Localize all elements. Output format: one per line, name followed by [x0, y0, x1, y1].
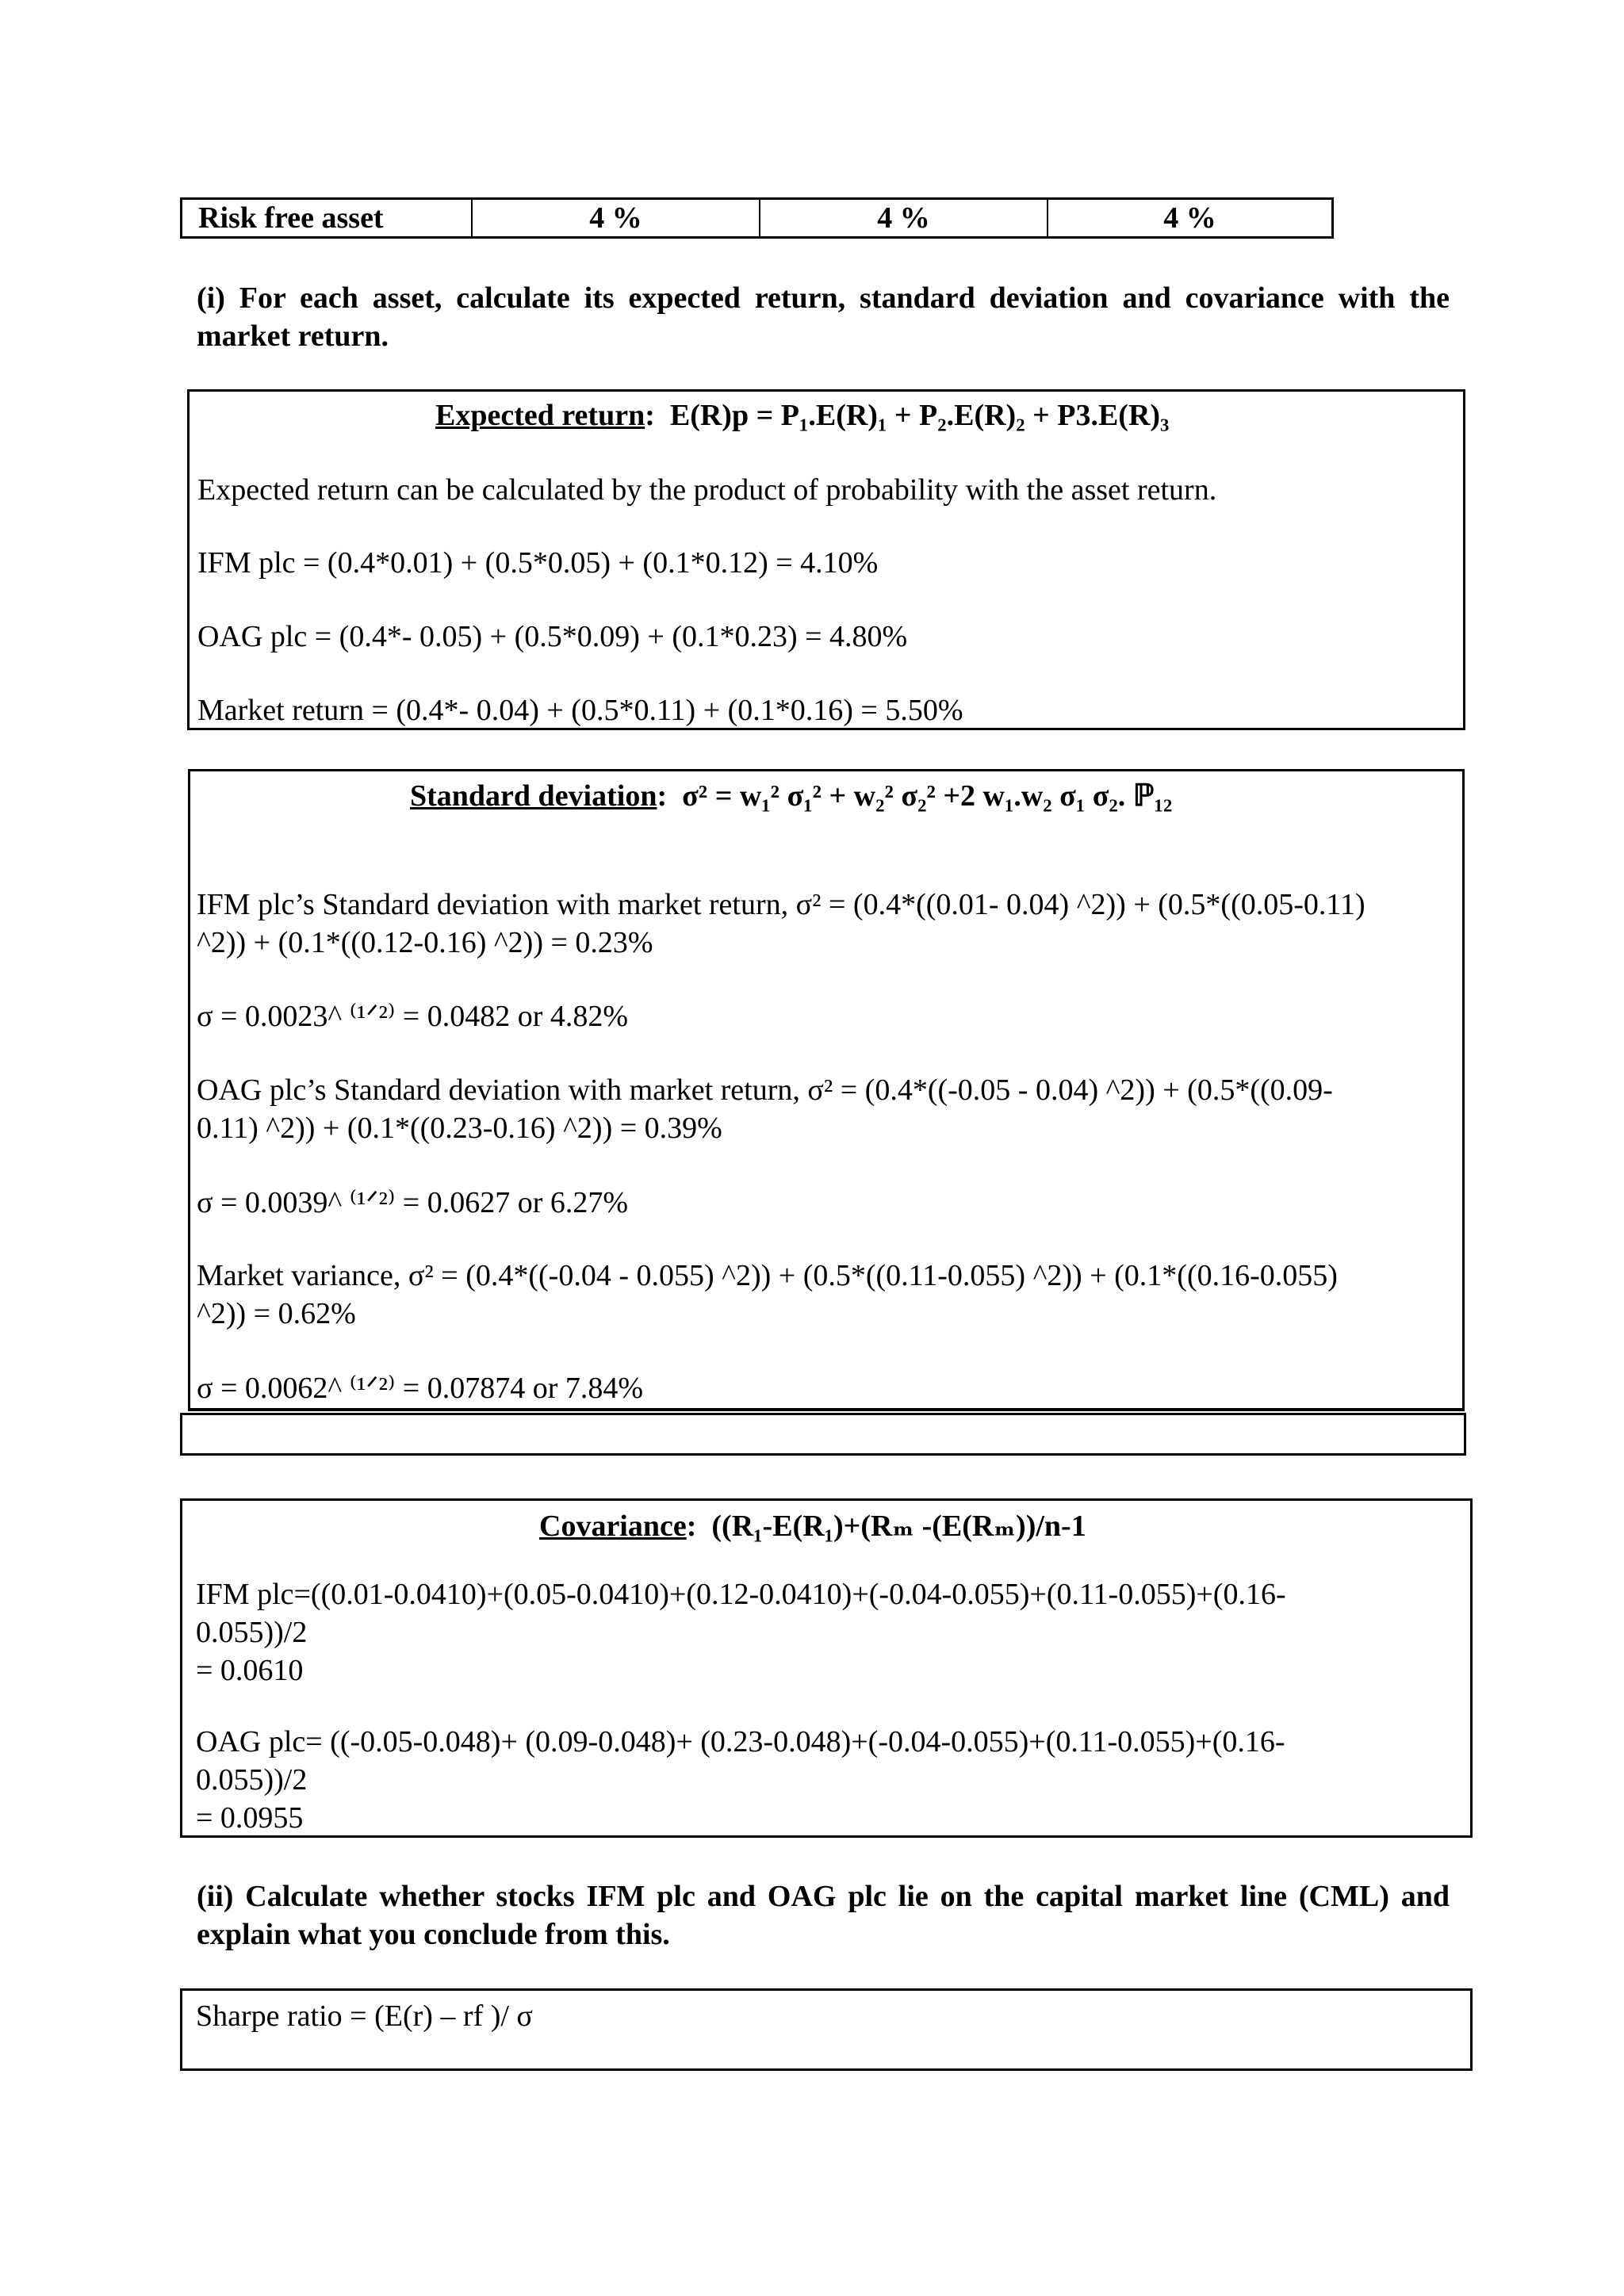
- table-cell: 4 %: [473, 200, 760, 236]
- heading-label: Covariance: [539, 1510, 687, 1543]
- market-variance-line-2: ^2)) = 0.62%: [197, 1297, 356, 1330]
- standard-deviation-heading: Standard deviation: σ² = w₁² σ₁² + w₂² σ₂² +2 w₁.w₂ σ₁ σ₂. ℙ₁₂: [410, 779, 1173, 813]
- question-ii: (ii) Calculate whether stocks IFM plc and OAG plc lie on the capital market line (CML) and explain what you conclude from this.: [197, 1880, 1450, 1951]
- empty-box: [180, 1413, 1466, 1456]
- oag-std-line-1: OAG plc’s Standard deviation with market return, σ² = (0.4*((-0.05 - 0.04) ^2)) + (0.5*((0.09-: [197, 1073, 1333, 1107]
- ifm-sigma: σ = 0.0023^ ⁽¹ᐟ²⁾ = 0.0482 or 4.82%: [197, 1000, 629, 1033]
- oag-covariance-result: = 0.0955: [196, 1801, 304, 1835]
- heading-formula: ((R₁-E(R₁)+(Rₘ -(E(Rₘ))/n-1: [711, 1510, 1086, 1543]
- ifm-covariance-line-2: 0.055))/2: [196, 1616, 308, 1649]
- covariance-heading: Covariance: ((R₁-E(R₁)+(Rₘ -(E(Rₘ))/n-1: [539, 1510, 1086, 1543]
- row-label: Risk free asset: [182, 200, 473, 236]
- ifm-covariance-line-1: IFM plc=((0.01-0.0410)+(0.05-0.0410)+(0.12-0.0410)+(-0.04-0.055)+(0.11-0.055)+(0.16-: [196, 1578, 1286, 1611]
- sharpe-ratio-box: [180, 1988, 1473, 2071]
- question-i: (i) For each asset, calculate its expected return, standard deviation and covariance with the market return.: [197, 281, 1450, 353]
- oag-sigma: σ = 0.0039^ ⁽¹ᐟ²⁾ = 0.0627 or 6.27%: [197, 1186, 629, 1219]
- risk-free-table-row: [180, 197, 1334, 239]
- table-cell: 4 %: [1163, 201, 1216, 235]
- heading-formula: σ² = w₁² σ₁² + w₂² σ₂² +2 w₁.w₂ σ₁ σ₂. ℙ₁₂: [682, 779, 1173, 813]
- expected-return-intro: Expected return can be calculated by the product of probability with the asset return.: [197, 473, 1217, 507]
- standard-deviation-box: [188, 769, 1465, 1411]
- heading-label: Expected return: [435, 399, 645, 432]
- ifm-std-line-2: ^2)) + (0.1*((0.12-0.16) ^2)) = 0.23%: [197, 926, 653, 959]
- ifm-covariance-result: = 0.0610: [196, 1654, 304, 1687]
- oag-std-line-2: 0.11) ^2)) + (0.1*((0.23-0.16) ^2)) = 0.39%: [197, 1112, 722, 1145]
- expected-return-heading: Expected return: E(R)p = P₁.E(R)₁ + P₂.E(R)₂ + P3.E(R)₃: [435, 399, 1170, 432]
- ifm-expected-return: IFM plc = (0.4*0.01) + (0.5*0.05) + (0.1*0.12) = 4.10%: [197, 546, 879, 580]
- expected-return-box: [187, 389, 1465, 730]
- sharpe-ratio-formula: Sharpe ratio = (E(r) – rf )/ σ: [196, 1999, 533, 2033]
- oag-expected-return: OAG plc = (0.4*- 0.05) + (0.5*0.09) + (0.1*0.23) = 4.80%: [197, 620, 908, 653]
- oag-covariance-line-1: OAG plc= ((-0.05-0.048)+ (0.09-0.048)+ (0.23-0.048)+(-0.04-0.055)+(0.11-0.055)+(0.16-: [196, 1725, 1285, 1758]
- heading-label: Standard deviation: [410, 779, 657, 813]
- table-cell: 4 %: [760, 200, 1048, 236]
- market-expected-return: Market return = (0.4*- 0.04) + (0.5*0.11) + (0.1*0.16) = 5.50%: [197, 694, 963, 727]
- covariance-box: [180, 1498, 1473, 1838]
- ifm-std-line-1: IFM plc’s Standard deviation with market return, σ² = (0.4*((0.01- 0.04) ^2)) + (0.5*((0.05-0.11): [197, 888, 1365, 921]
- market-variance-line-1: Market variance, σ² = (0.4*((-0.04 - 0.055) ^2)) + (0.5*((0.11-0.055) ^2)) + (0.1*((0.16-0.055): [197, 1259, 1338, 1292]
- market-sigma: σ = 0.0062^ ⁽¹ᐟ²⁾ = 0.07874 or 7.84%: [197, 1372, 644, 1405]
- heading-formula: E(R)p = P₁.E(R)₁ + P₂.E(R)₂ + P3.E(R)₃: [669, 399, 1170, 432]
- oag-covariance-line-2: 0.055))/2: [196, 1763, 308, 1797]
